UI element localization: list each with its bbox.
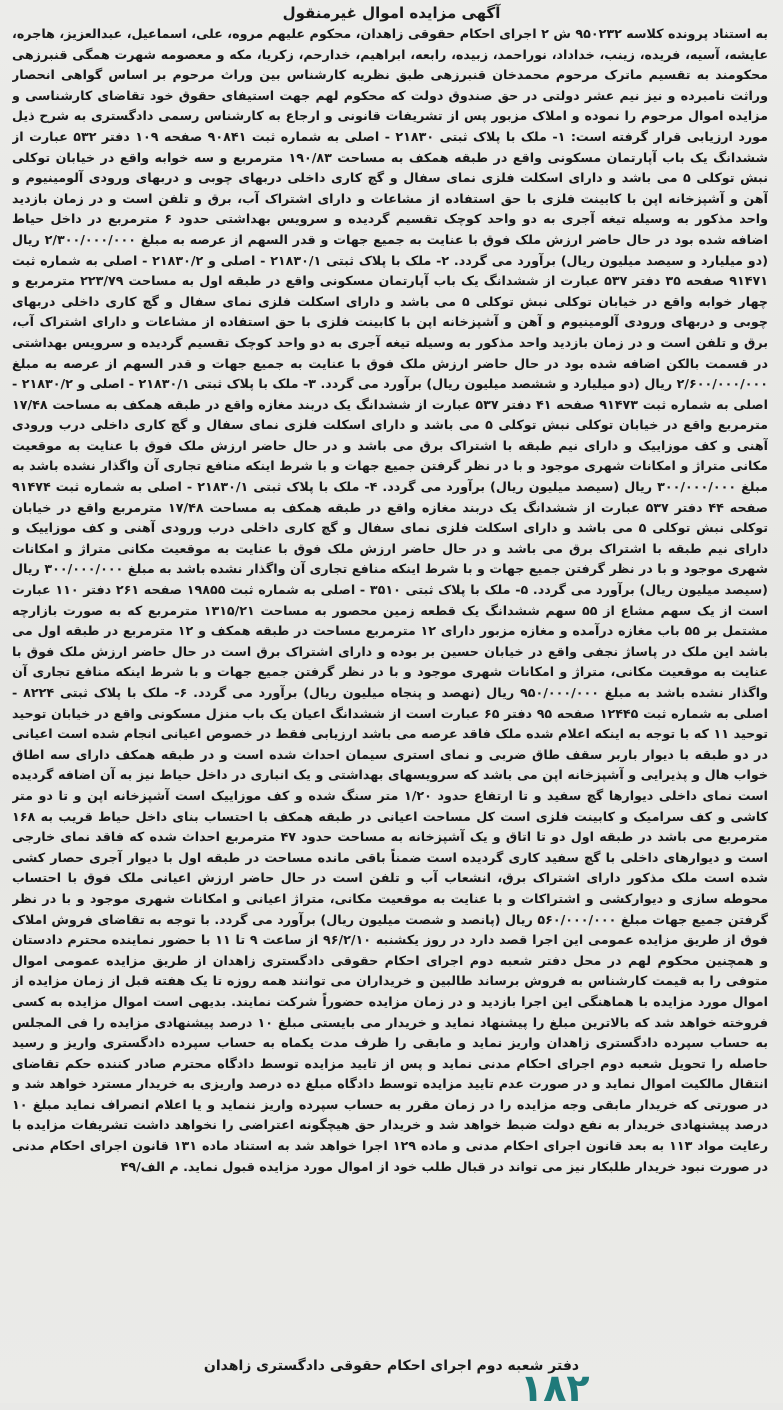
handwritten-page-number: ۱۸۲ bbox=[520, 1366, 590, 1410]
notice-body: به استناد پرونده کلاسه ۹۵۰۲۳۲ ش ۲ اجرای احکام حقوقی زاهدان، محکوم علیهم مروه، علی، اسماعیل، عبدالعزیز، هاجره، عایشه، آسیه، فریده، زینب، خداداد، نوراحمد، زبیده، رابعه، ابراهیم، خدارحم، زکریا، مکه و معصومه شهرت همگی قنبرزهی محکومند به تقسیم ماترک مرحوم محمدخان قنبرزهی طبق نظریه کارشناس بین وراث مرحوم بر اساس گواهی انحصار وراثت نامبرده و نیز نیم عشر دولتی در حق صندوق دولت که محکوم لهم جهت استیفای حقوق خود تقاضای کارشناسی و مزایده اموال مرحوم را نموده و املاک مزبور پس از تشریفات قانونی و ارجاع به کارشناس رسمی دادگستری به شرح ذیل مورد ارزیابی قرار گرفته است: ۱- ملک با پلاک ثبتی ۲۱۸۳۰ - اصلی به شماره ثبت ۹۰۸۴۱ صفحه ۱۰۹ دفتر ۵۳۲ عبارت از ششدانگ یک باب آپارتمان مسکونی واقع در طبقه همکف به مساحت ۱۹۰/۸۳ مترمربع و سه خوابه واقع در خیابان توکلی نبش توکلی ۵ می باشد و دارای اسکلت فلزی نمای سفال و گچ کاری داخلی دربهای چوبی و دربهای ورودی آلومینیوم و آهن و آشپزخانه اپن با کابینت فلزی با حق استفاده از مشاعات و دارای اشتراک آب، برق و تلفن است و در زمان بازدید واحد مذکور به وسیله تیغه آجری به دو واحد کوچک تقسیم گردیده و سرویس بهداشتی حدود ۶ مترمربع در داخل حیاط اضافه شده بود در حال حاضر ارزش ملک فوق با عنایت به جمیع جهات و قدر السهم از عرصه به مبلغ ۲/۳۰۰/۰۰۰/۰۰۰ ریال (دو میلیارد و سیصد میلیون ریال) برآورد می گردد. ۲- ملک با پلاک ثبتی ۲۱۸۳۰/۱ - اصلی و ۲۱۸۳۰/۲ - اصلی به شماره ثبت ۹۱۴۷۱ صفحه ۳۵ دفتر ۵۳۷ عبارت از ششدانگ یک باب آپارتمان مسکونی واقع در طبقه اول به مساحت ۲۲۳/۷۹ مترمربع و چهار خوابه واقع در خیابان توکلی نبش توکلی ۵ می باشد و دارای اسکلت فلزی نمای سفال و گچ کاری داخلی دربهای چوبی و دربهای ورودی آلومینیوم و آهن و آشپزخانه اپن با کابینت فلزی با حق استفاده از مشاعات و دارای اشتراک آب، برق و تلفن است و در زمان بازدید واحد مذکور به وسیله تیغه آجری به دو واحد کوچک تقسیم گردیده و سرویس بهداشتی در قسمت بالکن اضافه شده بود در حال حاضر ارزش ملک فوق با عنایت به جمیع جهات و قدر السهم از عرصه به مبلغ ۲/۶۰۰/۰۰۰/۰۰۰ ریال (دو میلیارد و ششصد میلیون ریال) برآورد می گردد. ۳- ملک با پلاک ثبتی ۲۱۸۳۰/۱ - اصلی و ۲۱۸۳۰/۲ - اصلی به شماره ثبت ۹۱۴۷۳ صفحه ۴۱ دفتر ۵۳۷ عبارت از ششدانگ یک دربند مغازه واقع در طبقه همکف به مساحت ۱۷/۴۸ مترمربع واقع در خیابان توکلی نبش توکلی ۵ می باشد و دارای اسکلت فلزی نمای سفال و گچ کاری داخلی درب ورودی آهنی و کف موزاییک و دارای نیم طبقه با اشتراک برق می باشد و در حال حاضر ارزش ملک فوق با عنایت به موقعیت مکانی متراژ و امکانات شهری موجود و با در نظر گرفتن جمیع جهات و با شرط اینکه منافع تجاری آن واگذار نشده باشد به مبلغ ۳۰۰/۰۰۰/۰۰۰ ریال (سیصد میلیون ریال) برآورد می گردد. ۴- ملک با پلاک ثبتی ۲۱۸۳۰/۱ - اصلی به شماره ثبت ۹۱۴۷۴ صفحه ۴۴ دفتر ۵۳۷ عبارت از ششدانگ یک دربند مغازه واقع در طبقه همکف به مساحت ۱۷/۴۸ مترمربع واقع در خیابان توکلی نبش توکلی ۵ می باشد و دارای اسکلت فلزی نمای سفال و گچ کاری داخلی درب ورودی آهنی و کف موزاییک و دارای نیم طبقه با اشتراک برق می باشد و در حال حاضر ارزش ملک فوق با عنایت به موقعیت مکانی متراژ و امکانات شهری موجود و با در نظر گرفتن جمیع جهات و با شرط اینکه منافع تجاری آن واگذار نشده باشد به مبلغ ۳۰۰/۰۰۰/۰۰۰ ریال (سیصد میلیون ریال) برآورد می گردد. ۵- ملک با پلاک ثبتی ۳۵۱۰ - اصلی به شماره ثبت ۱۹۸۵۵ صفحه ۲۶۱ دفتر ۱۱۰ عبارت است از یک سهم مشاع از ۵۵ سهم ششدانگ یک قطعه زمین محصور به مساحت ۱۳۱۵/۲۱ مترمربع که به صورت بازارچه مشتمل بر ۵۵ باب مغازه درآمده و مغازه مزبور دارای ۱۲ مترمربع مساحت در طبقه همکف و ۱۲ مترمربع در طبقه اول می باشد این ملک در پاساژ نجفی واقع در خیابان حسین بر بوده و دارای اشتراک برق است در حال حاضر ارزش ملک فوق با عنایت به موقعیت مکانی، متراژ و امکانات شهری موجود و با در نظر گرفتن جمیع جهات و با شرط اینکه منافع تجاری آن واگذار نشده باشد به مبلغ ۹۵۰/۰۰۰/۰۰۰ ریال (نهصد و پنجاه میلیون ریال) برآورد می گردد. ۶- ملک با پلاک ثبتی ۸۲۲۴ - اصلی به شماره ثبت ۱۲۴۴۵ صفحه ۹۵ دفتر ۶۵ عبارت است از ششدانگ اعیان یک باب منزل مسکونی واقع در خیابان توحید توحید ۱۱ که با توجه به اینکه اعلام شده ملک فاقد عرصه می باشد ارزیابی فقط در خصوص اعیانی انجام شده است اعیانی در دو طبقه با دیوار باربر سقف طاق ضربی و نمای استری سیمان احداث شده است و در طبقه همکف دارای سه اطاق خواب هال و پذیرایی و آشپزخانه اپن می باشد که سرویسهای بهداشتی و یک انباری در داخل حیاط نیز به آن اضافه گردیده است نمای داخلی دیوارها گچ سفید و تا ارتفاع حدود ۱/۲۰ متر سنگ شده و کف موزاییک است آشپزخانه اپن و تا دو متر کاشی و کف سرامیک و کابینت فلزی است کل مساحت اعیانی در طبقه همکف با احتساب بنای داخل حیاط قریب به ۱۶۸ مترمربع می باشد در طبقه اول دو تا اتاق و یک آشپزخانه به مساحت حدود ۴۷ مترمربع احداث شده که فاقد نمای خارجی است و دیوارهای داخلی با گچ سفید کاری گردیده است ضمناً باقی مانده مساحت در طبقه اول با دیوار آجری حصار کشی شده است ملک مذکور دارای اشتراک برق، انشعاب آب و تلفن است در حال حاضر ارزش اعیانی ملک فوق با احتساب محوطه سازی و دیوارکشی و اشتراکات و با عنایت به موقعیت مکانی، متراژ اعیانی و امکانات شهری موجود و با در نظر گرفتن جمیع جهات مبلغ ۵۶۰/۰۰۰/۰۰۰ ریال (پانصد و شصت میلیون ریال) برآورد می گردد. با توجه به تقاضای فروش املاک فوق از طریق مزایده عمومی این اجرا قصد دارد در روز یکشنبه ۹۶/۲/۱۰ از ساعت ۹ تا ۱۱ با حضور نماینده محترم دادستان و همچنین محکوم لهم در محل دفتر شعبه دوم اجرای احکام حقوقی دادگستری زاهدان از طریق مزایده عمومی اموال متوفی را به قیمت کارشناس به فروش برساند طالبین و خریداران می توانند همه روزه تا یک هفته قبل از زمان مزایده از اموال مورد مزایده با هماهنگی این اجرا بازدید و در زمان مزایده حضوراً شرکت نمایند. بدیهی است اموال مزایده به کسی فروخته خواهد شد که بالاترین مبلغ را پیشنهاد نماید و خریدار می بایستی مبلغ ۱۰ درصد پیشنهادی مزایده را فی المجلس به حساب سپرده دادگستری زاهدان واریز نماید و مابقی را ظرف مدت یکماه به حساب سپرده دادگستری واریز و رسید حاصله را تحویل شعبه دوم اجرای احکام مدنی نماید و پس از تایید مزایده توسط دادگاه محترم صادر کننده حکم تقاضای انتقال مالکیت اموال نماید و در صورت عدم تایید مزایده توسط دادگاه مبلغ ده درصد واریزی به خریدار مسترد خواهد شد و در صورتی که خریدار مابقی وجه مزایده را در زمان مقرر به حساب سپرده واریز ننماید و یا اعلام انصراف نماید مبلغ ۱۰ درصد پیشنهادی خریدار به نفع دولت ضبط خواهد شد و خریدار حق هیچگونه اعتراضی را نخواهد داشت تشریفات مزایده با رعایت مواد ۱۱۳ به بعد قانون اجرای احکام مدنی و ماده ۱۲۹ اجرا خواهد شد به استناد ماده ۱۳۱ قانون اجرای احکام مدنی در صورت نبود خریدار طلبکار نیز می تواند در قبال طلب خود از اموال مورد مزایده قبول نماید. م الف/۴۹ bbox=[12, 26, 768, 1174]
notice-title: آگهی مزایده اموال غیرمنقول bbox=[282, 4, 501, 22]
issuing-office: دفتر شعبه دوم اجرای احکام حقوقی دادگستری زاهدان bbox=[203, 1358, 580, 1374]
